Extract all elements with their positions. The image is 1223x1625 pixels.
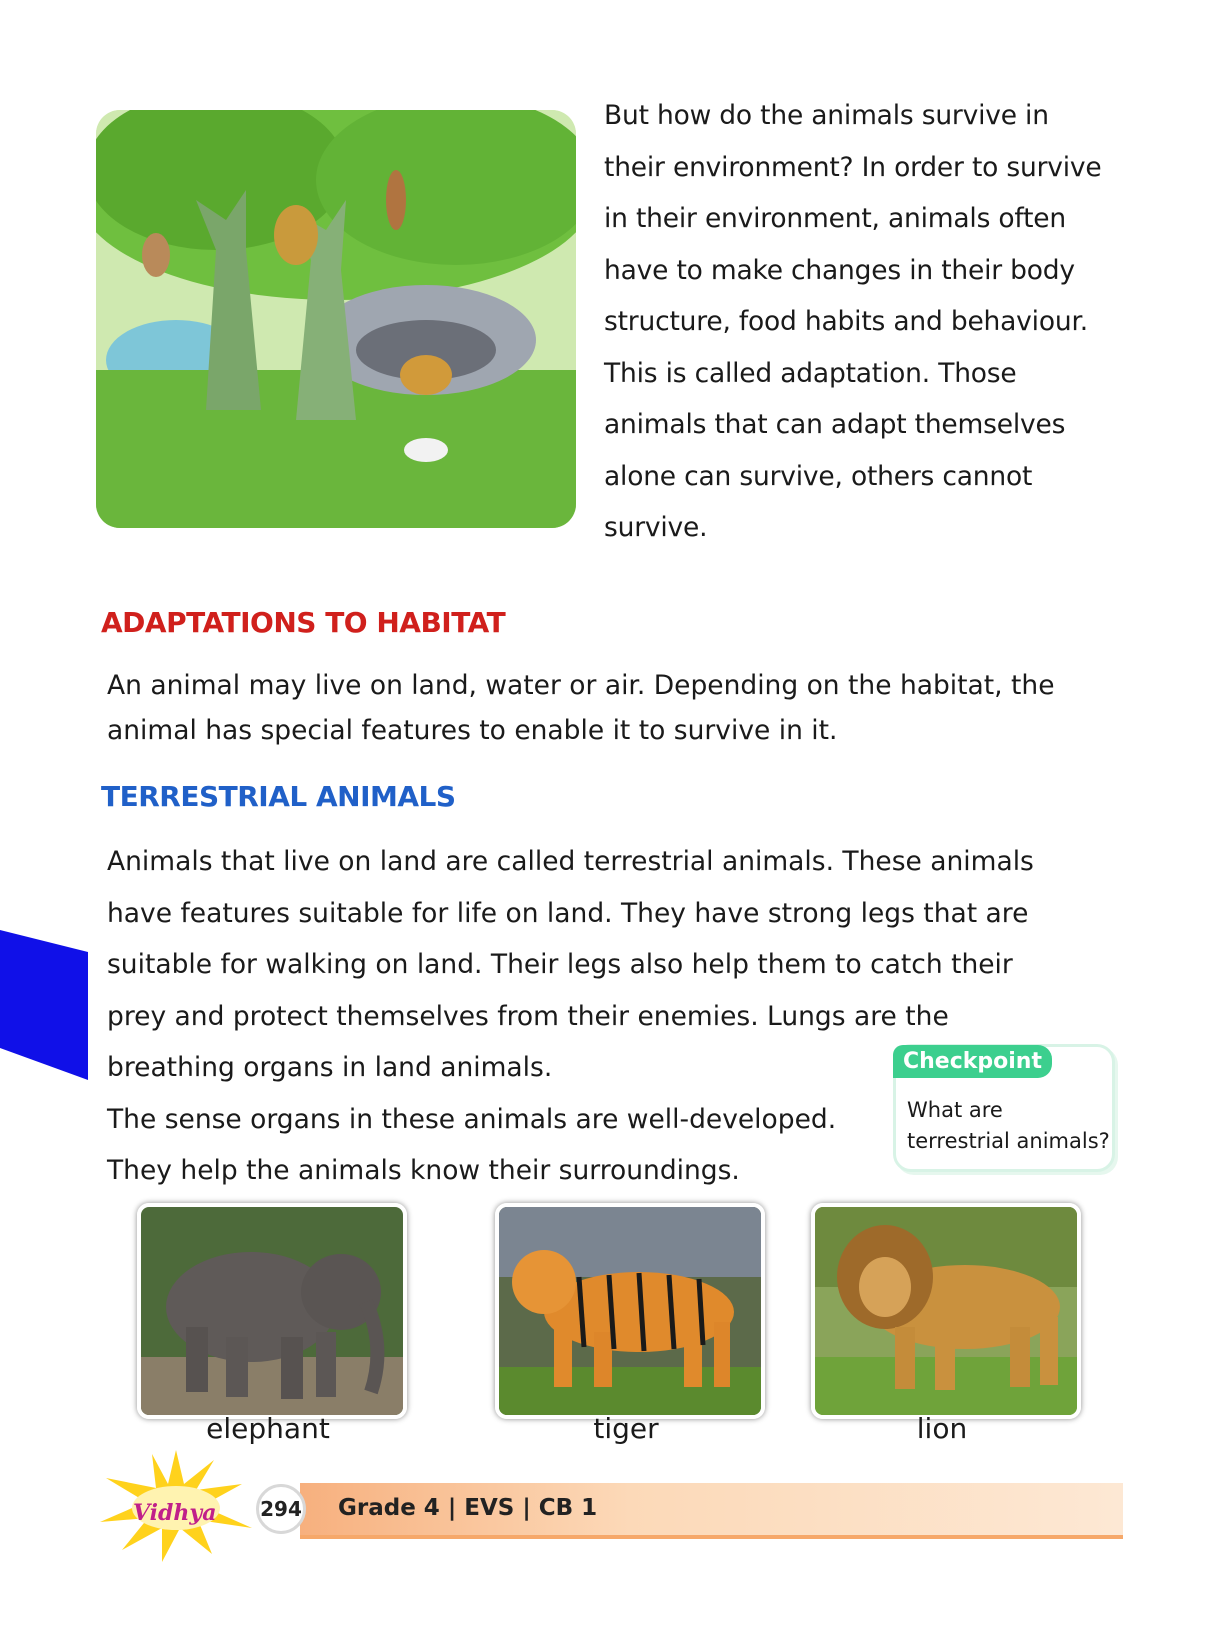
terrestrial-line: prey and protect themselves from their enemies. Lungs are the [107,1000,949,1032]
vidhya-logo-text: Vidhya [133,1500,217,1526]
tiger-photo [495,1203,765,1419]
terrestrial-line: They help the animals know their surroundings. [107,1155,740,1186]
terrestrial-line: suitable for walking on land. Their legs also help them to catch their [107,949,1013,980]
intro-paragraph [604,90,1144,554]
chapter-side-tab [0,930,88,1080]
intro-line: This is called adaptation. Those [604,357,1017,389]
adaptations-paragraph: An animal may live on land, water or air. Depending on the habitat, the animal has special features to enable it to survive in it. [107,670,1055,746]
terrestrial-heading: TERRESTRIAL ANIMALS [101,780,456,813]
lion-caption: lion [916,1412,968,1445]
tiger-caption: tiger [593,1412,659,1445]
intro-line: their environment? In order to survive [604,151,1102,183]
elephant-photo [137,1203,407,1419]
page-number: 294 [256,1484,306,1534]
intro-line: But how do the animals survive in [604,100,1049,131]
footer-label: Grade 4 | EVS | CB 1 [338,1495,598,1521]
forest-habitat-illustration [96,110,576,528]
checkpoint-question: What are terrestrial animals? [907,1098,1110,1153]
intro-line: have to make changes in their body [604,254,1075,286]
adaptations-heading: ADAPTATIONS TO HABITAT [101,606,506,639]
intro-line: animals that can adapt themselves [604,409,1066,440]
terrestrial-line: Animals that live on land are called terrestrial animals. These animals [107,846,1034,877]
intro-line: in their environment, animals often [604,203,1066,234]
intro-line: alone can survive, others cannot [604,460,1033,492]
terrestrial-line: The sense organs in these animals are well-developed. [107,1103,837,1135]
terrestrial-line: have features suitable for life on land. They have strong legs that are [107,897,1029,929]
intro-line: structure, food habits and behaviour. [604,306,1088,337]
terrestrial-line: breathing organs in land animals. [107,1052,553,1083]
intro-line: survive. [604,512,708,543]
checkpoint-title: Checkpoint [893,1045,1052,1078]
lion-photo [811,1203,1081,1419]
elephant-caption: elephant [206,1412,330,1445]
